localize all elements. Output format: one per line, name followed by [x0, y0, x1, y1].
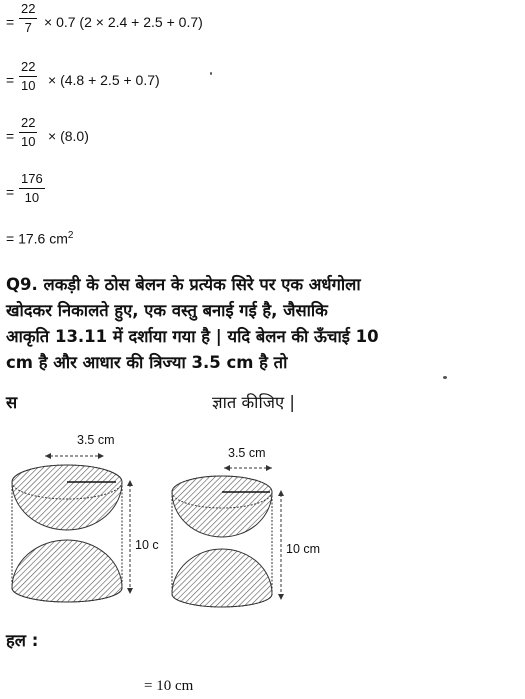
step-2-expression: × (4.8 + 2.5 + 0.7): [48, 72, 160, 88]
step-3-fraction: [19, 116, 37, 149]
step-2-prefix: =: [6, 72, 15, 88]
step-5-result: [6, 230, 73, 247]
step-3-expression: × (8.0): [48, 128, 89, 144]
question-line-4: cm है और आधार की त्रिज्या 3.5 cm है तो: [6, 353, 288, 372]
step-4-denominator: 10: [24, 190, 40, 205]
step-1-prefix: =: [6, 14, 15, 30]
step-4-fraction: [19, 172, 45, 205]
step-3-numerator: 22: [19, 116, 37, 133]
step-1-denominator: 7: [24, 20, 32, 35]
step-1-numerator: 22: [19, 2, 37, 19]
left-cylinder: [12, 453, 133, 602]
question-line-3: आकृति 13.11 में दर्शाया गया है | यदि बेलन की ऊँचाई 10: [6, 327, 379, 346]
step-1-expression: × 0.7 (2 × 2.4 + 2.5 + 0.7): [44, 14, 203, 30]
step-5-exponent: 2: [67, 230, 74, 241]
step-2-fraction: [19, 60, 37, 93]
solution-line-1: = 10 cm: [144, 678, 194, 694]
right-radius-label: 3.5 cm: [228, 446, 266, 460]
step-3-prefix: =: [6, 128, 15, 144]
solution-label: हल :: [6, 631, 39, 650]
question-line-5-start: स: [6, 393, 18, 412]
question-line-5-end: ज्ञात कीजिए |: [212, 393, 295, 412]
step-3-denominator: 10: [21, 134, 36, 149]
step-4-prefix: =: [6, 184, 15, 200]
stray-dot: [210, 72, 212, 75]
question-line-2: खोदकर निकालते हुए, एक वस्तु बनाई गई है, जैसाकि: [6, 301, 328, 320]
stray-dot: [443, 376, 447, 379]
step-5-value: = 17.6 cm: [6, 230, 68, 247]
step-2-denominator: 10: [21, 78, 36, 93]
step-4-numerator: 176: [19, 172, 45, 189]
step-1-fraction: [19, 2, 37, 35]
left-height-label: 10 c: [135, 538, 159, 552]
right-cylinder: [172, 465, 284, 607]
right-height-label: 10 cm: [286, 542, 321, 556]
left-radius-label: 3.5 cm: [77, 433, 115, 447]
step-2-numerator: 22: [19, 60, 37, 77]
question-line-1: Q9. लकड़ी के ठोस बेलन के प्रत्येक सिरे पर एक अर्धगोला: [6, 275, 361, 294]
